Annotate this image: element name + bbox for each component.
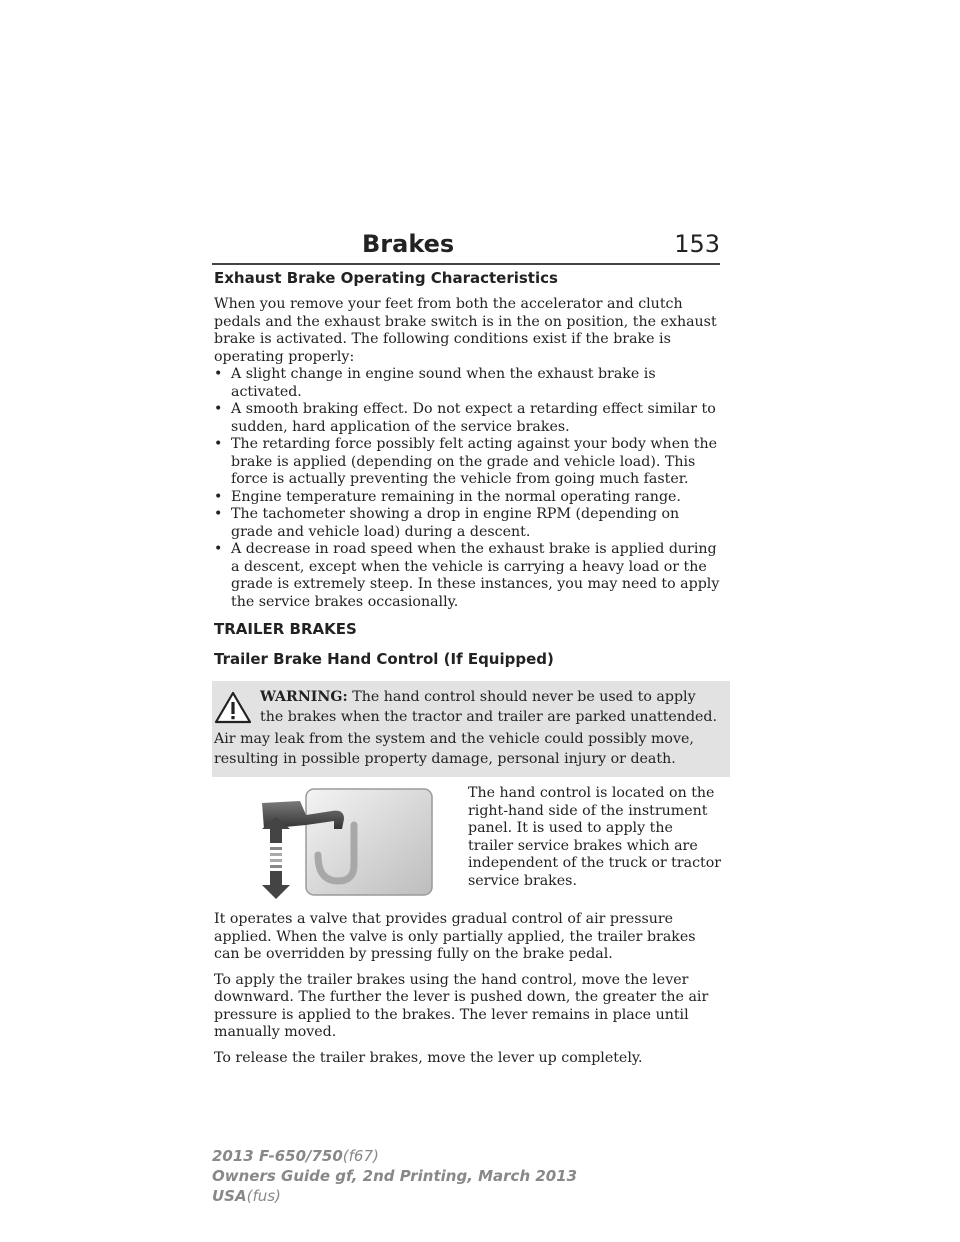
list-item: • A smooth braking effect. Do not expect a retarding effect similar to sudden, hard application of the service brakes. [214, 401, 722, 436]
page-number: 153 [674, 230, 720, 258]
warning-box [212, 681, 730, 777]
list-item: • A slight change in engine sound when the exhaust brake is activated. [214, 366, 722, 401]
paragraph-valve: It operates a valve that provides gradual control of air pressure applied. When the valve is only partially applied, the trailer brakes can be overridden by pressing fully on the brake pedal. [214, 911, 696, 962]
warning-message-1: The hand control should never be used to apply the brakes when the tractor and trailer are parked unattended. [260, 689, 718, 725]
footer-market-line [212, 1186, 577, 1206]
footer-model-line [212, 1146, 577, 1166]
list-item: • The tachometer showing a drop in engine RPM (depending on grade and vehicle load) during a descent. [214, 506, 722, 541]
warning-text-line1 [260, 687, 722, 727]
exhaust-brake-intro: When you remove your feet from both the accelerator and clutch pedals and the exhaust brake switch is in the on position, the exhaust brake is activated. The following conditions exist if the brake is operating properly: [214, 296, 717, 365]
chapter-title: Brakes [362, 230, 455, 258]
hand-control-lever-illustration [214, 785, 468, 903]
subheading-hand-control: Trailer Brake Hand Control (If Equipped) [214, 650, 554, 668]
section-heading-trailer-brakes: TRAILER BRAKES [214, 620, 357, 638]
page-content [214, 268, 722, 1067]
page-header [212, 229, 720, 265]
warning-message-2: Air may leak from the system and the vehicle could possibly move, resulting in possible property damage, personal injury or death. [214, 731, 694, 767]
hand-control-figure-row [214, 785, 722, 903]
list-item: • The retarding force possibly felt acting against your body when the brake is applied (depending on the grade and vehicle load). This force is actually preventing the vehicle from going much faster. [214, 436, 722, 489]
page-footer [212, 1146, 577, 1206]
section-heading-exhaust-brake: Exhaust Brake Operating Characteristics [214, 269, 558, 287]
footer-printing-line: Owners Guide gf, 2nd Printing, March 2013 [212, 1167, 578, 1185]
footer-model: 2013 F-650/750 [212, 1147, 343, 1165]
paragraph-apply: To apply the trailer brakes using the hand control, move the lever downward. The further the lever is pushed down, the greater the air pressure is applied to the brakes. The lever remains in place until manually moved. [214, 971, 709, 1040]
footer-market: USA [212, 1187, 247, 1205]
paragraph-release: To release the trailer brakes, move the lever up completely. [214, 1049, 643, 1066]
hand-control-description: The hand control is located on the right-hand side of the instrument panel. It is used to apply the trailer service brakes which are independent of the truck or tractor service brakes. [468, 785, 722, 889]
footer-market-code: (fus) [246, 1187, 281, 1205]
warning-triangle-icon [214, 691, 260, 729]
footer-model-code: (f67) [342, 1147, 379, 1165]
list-item: • A decrease in road speed when the exhaust brake is applied during a descent, except when the vehicle is carrying a heavy load or the grade is extremely steep. In these instances, you may need to apply the service brakes occasionally. [214, 541, 722, 611]
warning-label: WARNING: [260, 689, 348, 705]
operating-conditions-list [214, 366, 722, 611]
list-item: • Engine temperature remaining in the normal operating range. [214, 489, 722, 507]
